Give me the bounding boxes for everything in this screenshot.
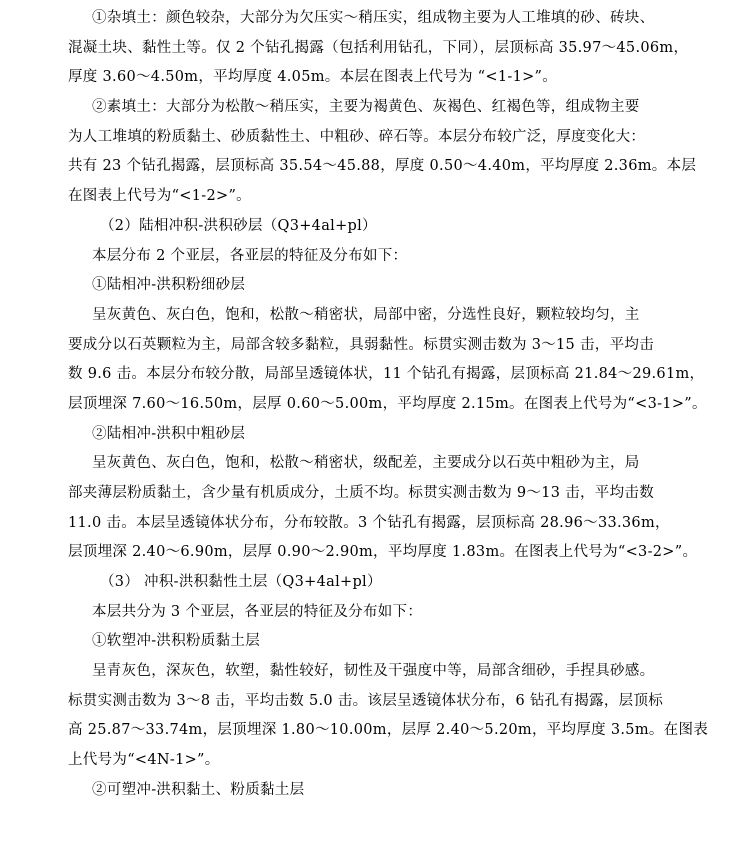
text-line: 呈灰黄色、灰白色，饱和，松散～稍密状，级配差，主要成分以石英中粗砂为主，局 xyxy=(92,455,640,471)
section-heading: （3） 冲积-洪积黏性土层（Q3+4al+pl） xyxy=(100,574,382,590)
text-line: 11.0 击。本层呈透镜体状分布，分布较散。3 个钻孔有揭露，层顶标高 28.96～33.36m， xyxy=(68,515,670,531)
text-line: 混凝土块、黏性土等。仅 2 个钻孔揭露（包括利用钻孔，下同），层顶标高 35.97～45.06m， xyxy=(68,40,689,56)
text-line: 厚度 3.60～4.50m，平均厚度 4.05m。本层在图表上代号为 “<1-1>”。 xyxy=(68,69,558,85)
subsection-heading: ②陆相冲-洪积中粗砂层 xyxy=(92,426,246,442)
text-line: ②素填土：大部分为松散～稍压实，主要为褐黄色、灰褐色、红褐色等，组成物主要 xyxy=(92,99,640,115)
subsection-heading: ①软塑冲-洪积粉质黏土层 xyxy=(92,633,260,649)
text-line: 共有 23 个钻孔揭露，层顶标高 35.54～45.88，厚度 0.50～4.40m，平均厚度 2.36m。本层 xyxy=(68,158,697,174)
text-line: 高 25.87～33.74m，层顶埋深 1.80～10.00m，层厚 2.40～5.20m，平均厚度 3.5m。在图表 xyxy=(68,722,709,738)
text-line: 数 9.6 击。本层分布较分散，局部呈透镜体状，11 个钻孔有揭露，层顶标高 21.84～29.61m， xyxy=(68,366,705,382)
text-line: 标贯实测击数为 3～8 击，平均击数 5.0 击。该层呈透镜体状分布，6 钻孔有揭露，层顶标 xyxy=(68,693,664,709)
text-line: 为人工堆填的粉质黏土、砂质黏性土、中粗砂、碎石等。本层分布较广泛，厚度变化大： xyxy=(68,129,646,145)
text-line: 层顶埋深 7.60～16.50m，层厚 0.60～5.00m，平均厚度 2.15m。在图表上代号为“<3-1>”。 xyxy=(68,396,707,412)
text-line: 呈青灰色，深灰色，软塑，黏性较好，韧性及干强度中等，局部含细砂，手捏具砂感。 xyxy=(92,663,655,679)
text-line: 本层分布 2 个亚层，各亚层的特征及分布如下： xyxy=(92,248,408,264)
section-heading: （2）陆相冲积-洪积砂层（Q3+4al+pl） xyxy=(100,218,377,234)
text-line: 层顶埋深 2.40～6.90m，层厚 0.90～2.90m，平均厚度 1.83m。在图表上代号为“<3-2>”。 xyxy=(68,544,698,560)
text-line: 呈灰黄色、灰白色，饱和，松散～稍密状，局部中密，分选性良好，颗粒较均匀，主 xyxy=(92,307,640,323)
subsection-heading: ①陆相冲-洪积粉细砂层 xyxy=(92,277,246,293)
text-line: ①杂填土：颜色较杂，大部分为欠压实～稍压实，组成物主要为人工堆填的砂、砖块、 xyxy=(92,10,655,26)
text-line: 上代号为“<4N-1>”。 xyxy=(68,752,220,768)
text-line: 部夹薄层粉质黏土，含少量有机质成分，土质不均。标贯实测击数为 9～13 击，平均击数 xyxy=(68,485,654,501)
subsection-heading: ②可塑冲-洪积黏土、粉质黏土层 xyxy=(92,782,305,798)
text-line: 在图表上代号为“<1-2>”。 xyxy=(68,188,251,204)
text-line: 要成分以石英颗粒为主，局部含较多黏粒，具弱黏性。标贯实测击数为 3～15 击，平均击 xyxy=(68,337,654,353)
text-line: 本层共分为 3 个亚层，各亚层的特征及分布如下： xyxy=(92,604,423,620)
